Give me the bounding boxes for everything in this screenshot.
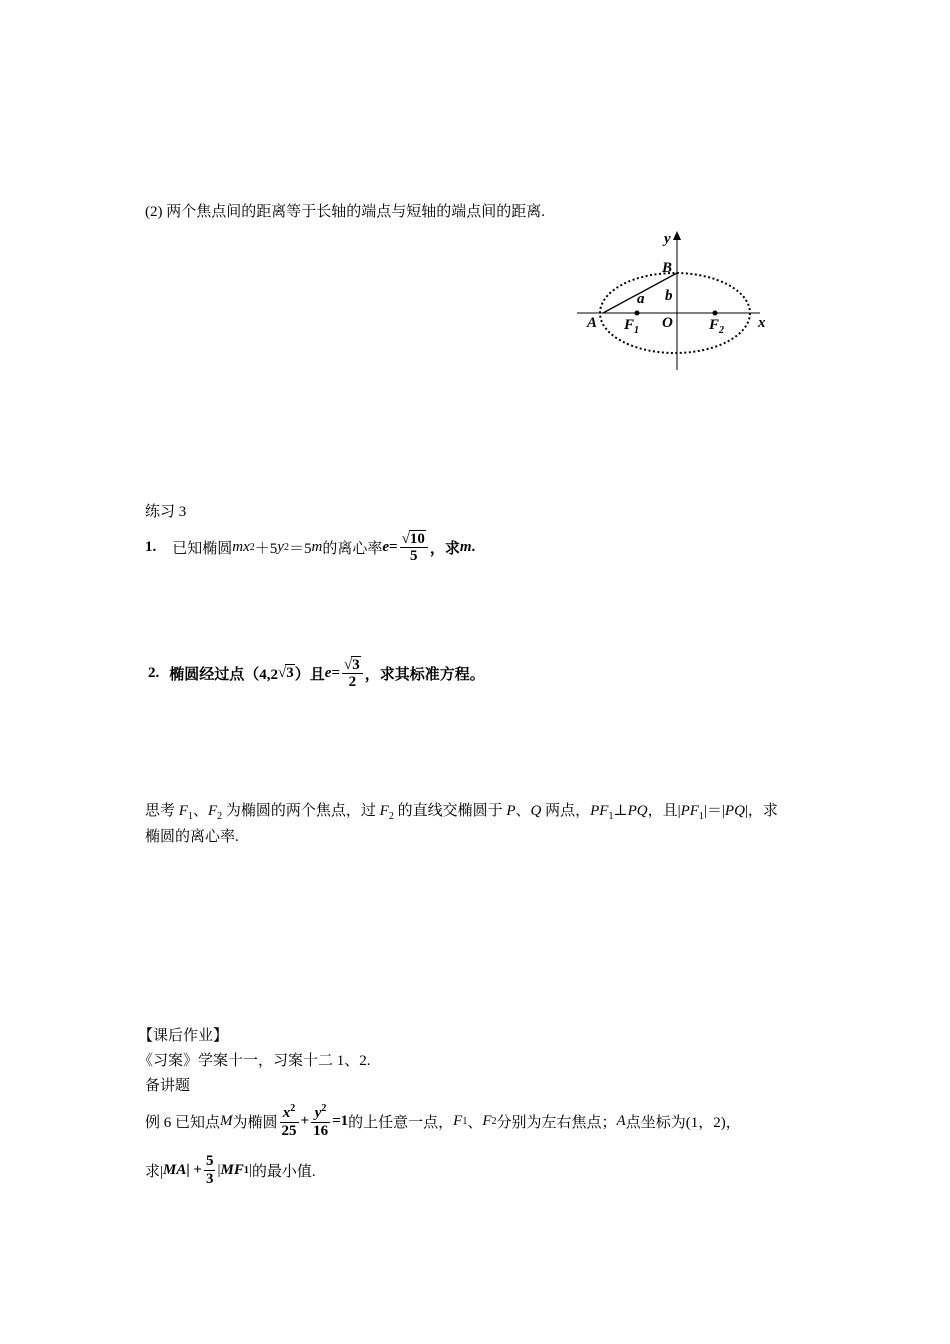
label-B: B	[662, 260, 673, 276]
ellipse-fraction-x: $\frac{x^2}{25}$	[281, 1103, 297, 1139]
example6-line-2: 求| MA | + $\frac{5}{3}$ | MF 1 | 的最小值.	[145, 1153, 316, 1187]
label-y: y	[664, 231, 671, 247]
think-line-1: 思考 $F_1$、$F_2$ 为椭圆的两个焦点，过 $F_2$ 的直线交椭圆于 P、Q 两点，$PF_1\perp PQ$，且$|PF_1|=|PQ|$，求	[145, 803, 778, 822]
coefficient-fraction: $\frac{5}{3}$	[205, 1153, 214, 1187]
label-F1: $F_1$	[624, 317, 640, 336]
ellipse-fraction-y: $\frac{y^2}{16}$	[313, 1103, 329, 1139]
focus-f2-dot	[713, 311, 718, 316]
label-x: x	[758, 315, 766, 331]
eccentricity-fraction-q2: $\frac{√3}{2}$	[342, 656, 363, 691]
label-b: b	[665, 288, 673, 304]
label-A: A	[587, 315, 598, 331]
practice-heading: 练习 3	[145, 504, 187, 520]
practice-q1: 1. 已知椭圆 m x 2 ＋5 y 2 ＝5 m 的离心率 e = $\frac{√10}{5}$ ，求 m .	[145, 530, 476, 564]
y-axis-arrow-icon	[673, 231, 681, 240]
homework-line: 《习案》学案十一，习案十二 1、2.	[138, 1053, 371, 1069]
q2-number: 2.	[148, 664, 160, 681]
label-F2: $F_2$	[709, 317, 725, 336]
problem-2-text: (2) 两个焦点间的距离等于长轴的端点与短轴的端点间的距离.	[145, 204, 545, 220]
extra-heading: 备讲题	[145, 1078, 191, 1094]
q1-number: 1.	[145, 538, 157, 555]
eccentricity-fraction-q1: $\frac{√10}{5}$	[400, 530, 428, 565]
homework-heading: 【课后作业】	[138, 1028, 229, 1044]
ellipse-figure	[570, 225, 785, 375]
example6-line-1: 例 6 已知点 M 为椭圆 $\frac{x^2}{25}$ + $\frac{y^2}{16}$ =1 的上任意一点， F 1 、 F 2 分别为左右焦点； A 点坐标为(1，2)，	[145, 1103, 741, 1139]
label-O: O	[662, 315, 673, 331]
think-line-2: 椭圆的离心率.	[145, 829, 239, 845]
focus-f1-dot	[635, 311, 640, 316]
label-a: a	[637, 291, 645, 307]
practice-q2: 2. 椭圆经过点（4,2 √3 ）且 e = $\frac{√3}{2}$ ，求其标准方程。	[148, 656, 485, 690]
